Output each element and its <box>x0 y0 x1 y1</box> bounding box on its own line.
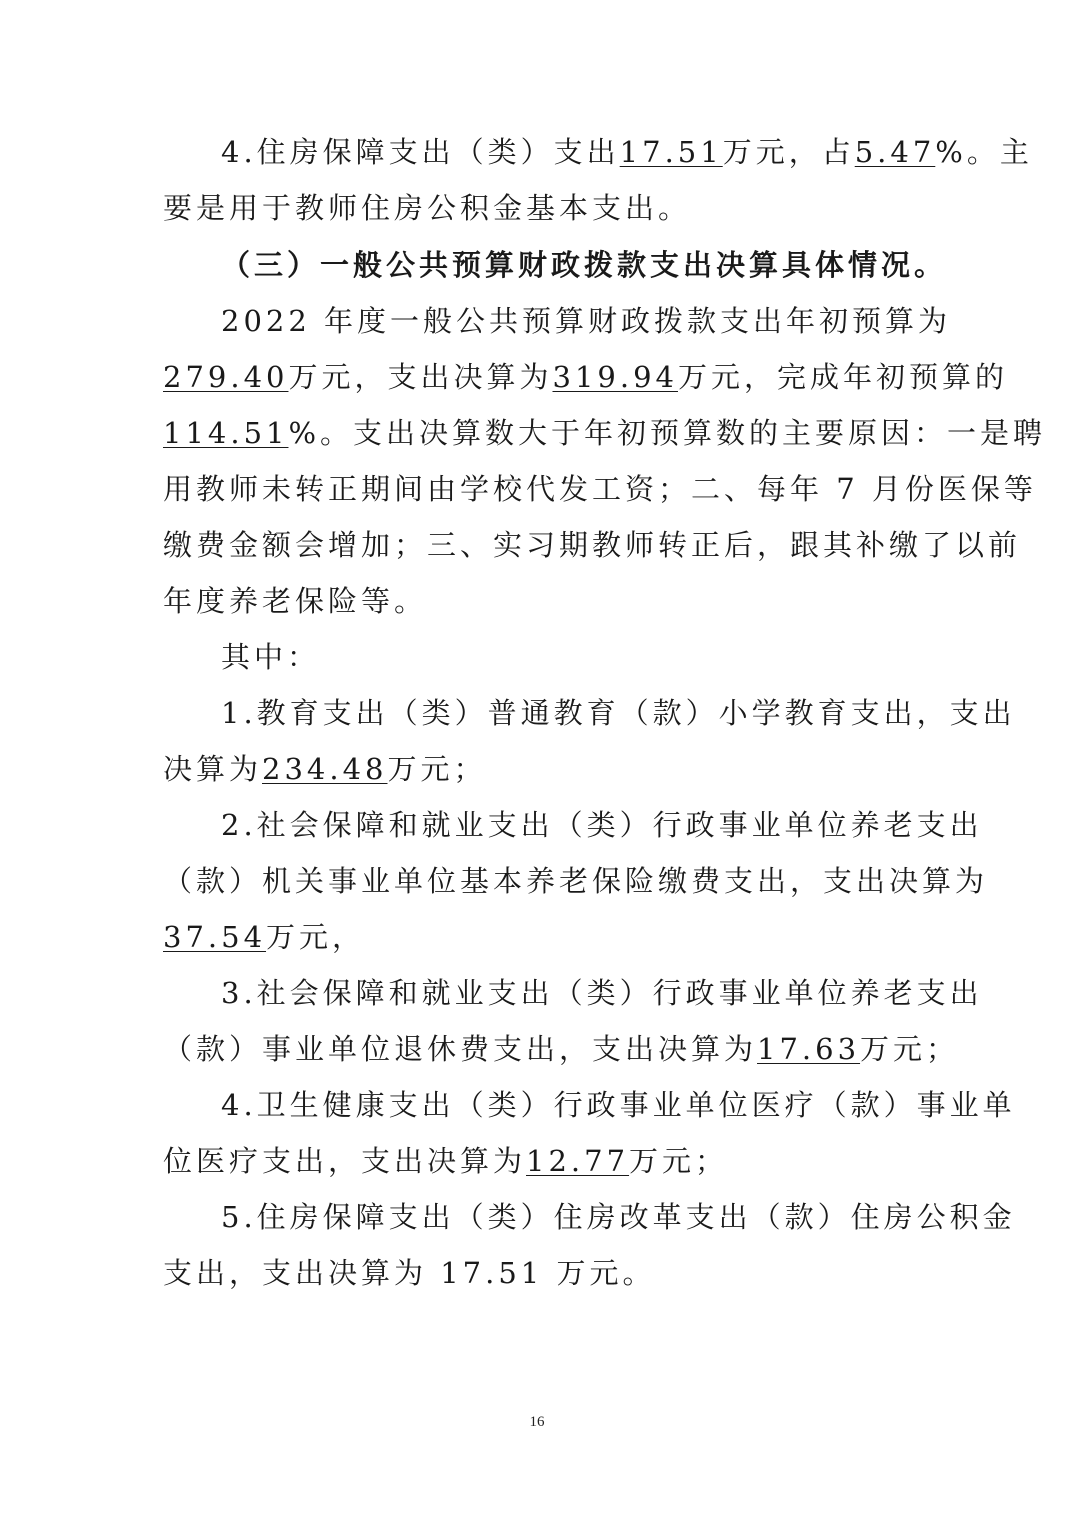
paragraph-line <box>221 132 1033 172</box>
text-segment: 万元； <box>629 1144 729 1178</box>
text-segment: 位医疗支出，支出决算为 <box>163 1144 527 1178</box>
amount-value: 234.48 <box>262 752 388 786</box>
paragraph-line: 要是用于教师住房公积金基本支出。 <box>163 191 692 225</box>
page-number: 16 <box>529 1414 545 1430</box>
actual-value: 319.94 <box>552 360 678 394</box>
paragraph-line: 用教师未转正期间由学校代发工资；二、每年 7 月份医保等 <box>163 472 1037 506</box>
list-item-line <box>163 749 487 789</box>
text-segment: （款）事业单位退休费支出，支出决算为 <box>163 1032 758 1066</box>
list-item-line: 5.住房保障支出（类）住房改革支出（款）住房公积金 <box>221 1200 1016 1234</box>
amount-value: 17.51 <box>619 135 723 169</box>
list-item-line <box>163 1029 960 1069</box>
paragraph-line: 其中： <box>221 640 321 674</box>
text-segment: 万元； <box>860 1032 960 1066</box>
list-item-line: 1.教育支出（类）普通教育（款）小学教育支出，支出 <box>221 696 1016 730</box>
amount-value: 37.54 <box>163 920 267 954</box>
text-segment: 万元，占 <box>722 135 855 169</box>
list-item-line: 支出，支出决算为 17.51 万元。 <box>163 1256 656 1290</box>
list-item-line <box>163 917 365 957</box>
text-segment: %。支出决算数大于年初预算数的主要原因：一是聘 <box>288 416 1047 450</box>
list-item-line: 4.卫生健康支出（类）行政事业单位医疗（款）事业单 <box>221 1088 1016 1122</box>
list-item-line: 3.社会保障和就业支出（类）行政事业单位养老支出 <box>221 976 983 1010</box>
paragraph-line <box>163 357 1008 397</box>
percent-value: 5.47 <box>854 135 936 169</box>
paragraph-line <box>163 413 1047 453</box>
text-segment: 万元； <box>387 752 487 786</box>
paragraph-line: 缴费金额会增加；三、实习期教师转正后，跟其补缴了以前 <box>163 528 1022 562</box>
list-item-line: 2.社会保障和就业支出（类）行政事业单位养老支出 <box>221 808 983 842</box>
paragraph-line: 2022 年度一般公共预算财政拨款支出年初预算为 <box>221 304 952 338</box>
text-segment: 4.住房保障支出（类）支出 <box>221 135 620 169</box>
text-segment: 决算为 <box>163 752 263 786</box>
list-item-line <box>163 1141 728 1181</box>
text-segment: %。主 <box>935 135 1033 169</box>
amount-value: 17.63 <box>757 1032 861 1066</box>
paragraph-line: 年度养老保险等。 <box>163 584 428 618</box>
amount-value: 12.77 <box>526 1144 630 1178</box>
rate-value: 114.51 <box>163 416 289 450</box>
text-segment: 万元，完成年初预算的 <box>677 360 1008 394</box>
text-segment: 万元， <box>266 920 366 954</box>
text-segment: 万元，支出决算为 <box>288 360 553 394</box>
section-heading: （三）一般公共预算财政拨款支出决算具体情况。 <box>221 248 948 282</box>
budget-value: 279.40 <box>163 360 289 394</box>
list-item-line: （款）机关事业单位基本养老保险缴费支出，支出决算为 <box>163 864 989 898</box>
